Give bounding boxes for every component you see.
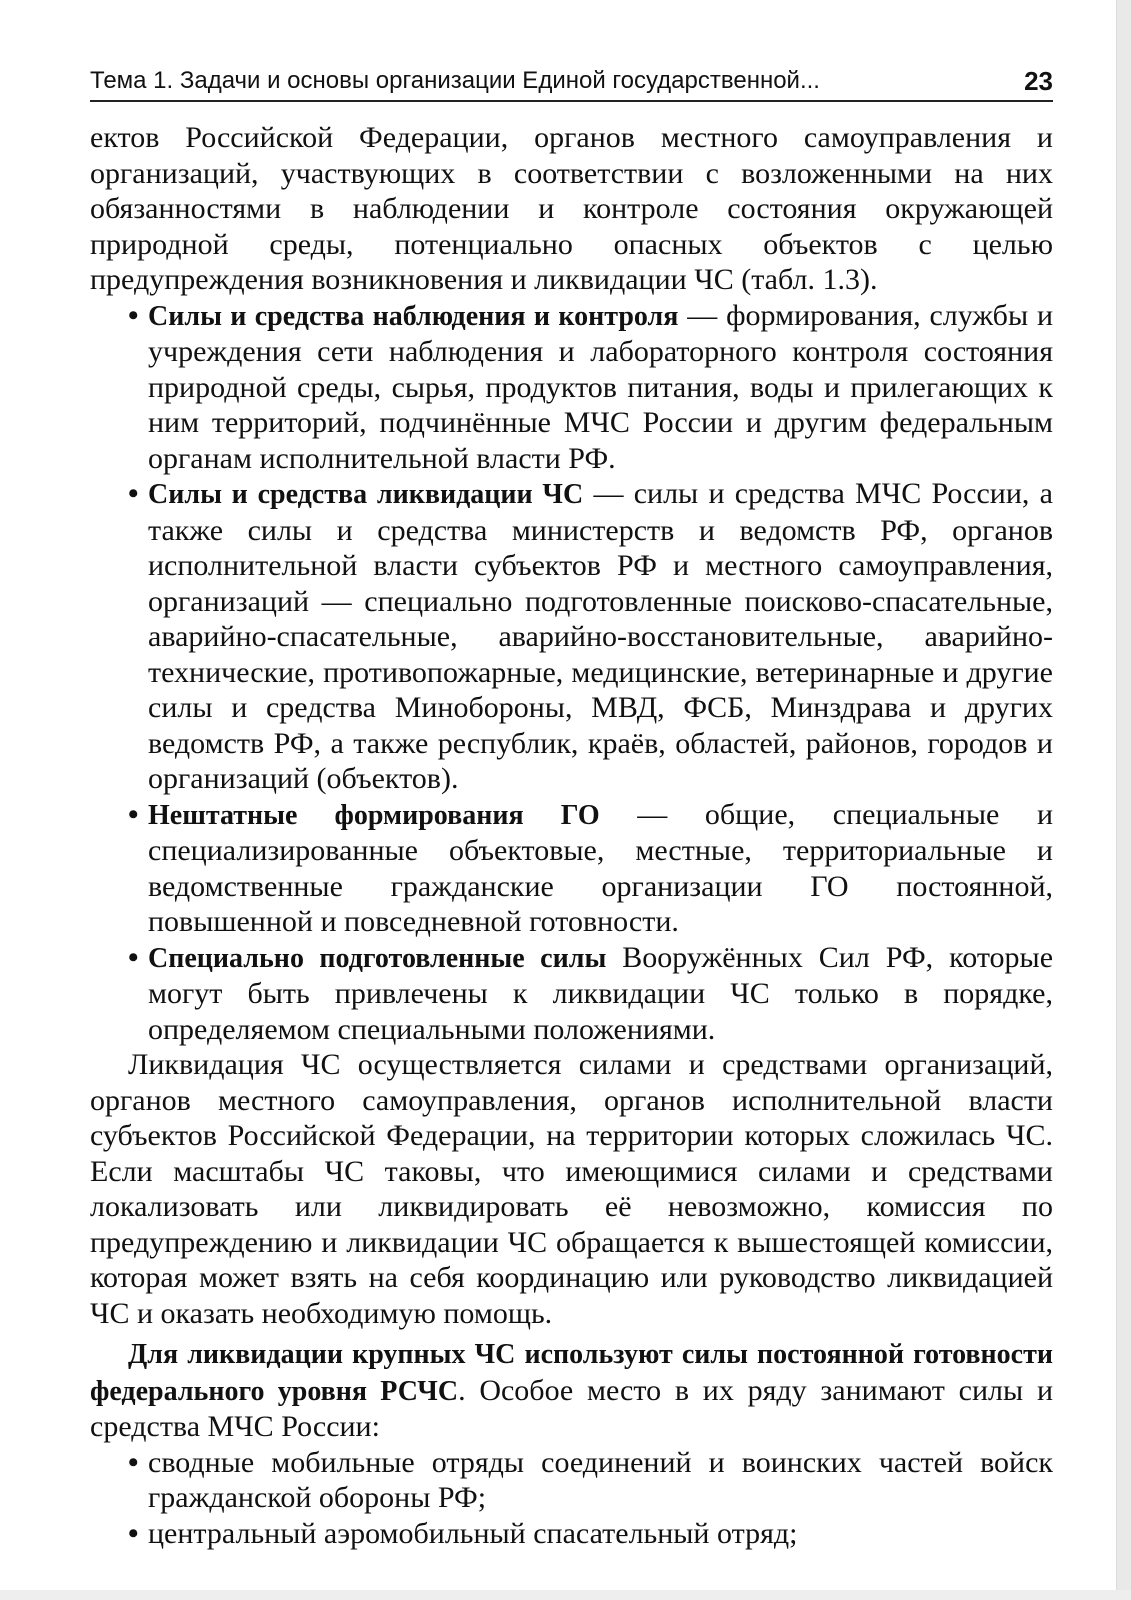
list-item-text: Вооружённых Сил РФ, которые могут быть привлечены к ликвидации ЧС только в порядке, определяемом специальными положениями. <box>148 940 1054 1046</box>
bullet-mark: • <box>128 940 139 974</box>
list-item-term: Нештатные формирования ГО <box>148 799 600 831</box>
list-item-term: Силы и средства наблюдения и контроля <box>148 300 679 332</box>
list-item-term: Специально подготовленные силы <box>148 942 607 974</box>
page-number: 23 <box>1024 66 1053 96</box>
list-item <box>90 1445 1053 1516</box>
list-item-text: — общие, специальные и специализированные объектовые, местные, территориальные и ведомственные гражданские организации ГО постоянной, повышенной и повседневной готовности. <box>148 797 1053 938</box>
intro-paragraph: ектов Российской Федерации, органов местного самоуправления и организаций, участвующих в соответствии с возложенными на них обязанностями в наблюдении и контроле состояния окружающей природной среды, потенциально опасных объектов с целью предупреждения возникновения и ликвидации ЧС (табл. 1.3). <box>90 121 1053 296</box>
liquidation-paragraph: Ликвидация ЧС осуществляется силами и средствами организаций, органов местного самоуправления, органов исполнительной власти субъектов Российской Федерации, на территории которых сложилась ЧС. Если масштабы ЧС таковы, что имеющимися силами и средствами локализовать или ликвидировать её невозможно, комиссия по предупреждению и ликвидации ЧС обращается к вышестоящей комиссии, которая может взять на себя координацию или руководство ликвидацией ЧС и оказать необходимую помощь. <box>90 1048 1053 1330</box>
federal-forces-paragraph <box>90 1336 1053 1445</box>
bullet-mark: • <box>128 1445 139 1479</box>
list-item <box>90 940 1053 1048</box>
list-item <box>90 298 1053 477</box>
federal-forces-rest: . Особое место в их ряду занимают силы и средства МЧС России: <box>90 1373 1053 1443</box>
mchs-forces-list <box>90 1445 1053 1552</box>
chapter-title: Тема 1. Задачи и основы организации Единой государственной... <box>90 67 820 94</box>
list-item-text: сводные мобильные отряды соединений и воинских частей войск гражданской обороны РФ; <box>148 1445 1053 1514</box>
page-bottom-shadow <box>0 1590 1131 1600</box>
page-edge-shadow <box>1116 0 1131 1600</box>
list-item <box>90 797 1053 940</box>
forces-list <box>90 298 1053 1048</box>
bullet-mark: • <box>128 477 139 510</box>
running-header <box>90 62 1053 102</box>
bullet-mark: • <box>128 797 139 831</box>
bullet-mark: • <box>128 1516 139 1550</box>
list-item <box>90 1516 1053 1552</box>
list-item <box>90 476 1053 797</box>
list-item-text: — силы и средства МЧС России, а также силы и средства министерств и ведомств РФ, органов исполнительной власти субъектов РФ и местного самоуправления, организаций — специально подготовленные поисково-спасательные, аварийно-спасательные, аварийно-восстановительные, аварийно-технические, противопожарные, медицинские, ветеринарные и другие силы и средства Минобороны, МВД, ФСБ, Минздрава и других ведомств РФ, а также республик, краёв, областей, районов, городов и организаций (объектов). <box>148 477 1053 795</box>
list-item-term: Силы и средства ликвидации ЧС <box>148 479 584 510</box>
list-item-text: центральный аэромобильный спасательный отряд; <box>148 1516 798 1550</box>
bullet-mark: • <box>128 298 139 332</box>
page-body <box>90 120 1053 1551</box>
list-item-text: — формирования, службы и учреждения сети наблюдения и лабораторного контроля состояния природной среды, сырья, продуктов питания, воды и прилегающих к ним территорий, подчинённые МЧС России и другим федеральным органам исполнительной власти РФ. <box>148 298 1053 475</box>
federal-forces-lead: Для ликвидации крупных ЧС используют силы постоянной готовности федерального уровня РСЧС <box>90 1339 1053 1407</box>
